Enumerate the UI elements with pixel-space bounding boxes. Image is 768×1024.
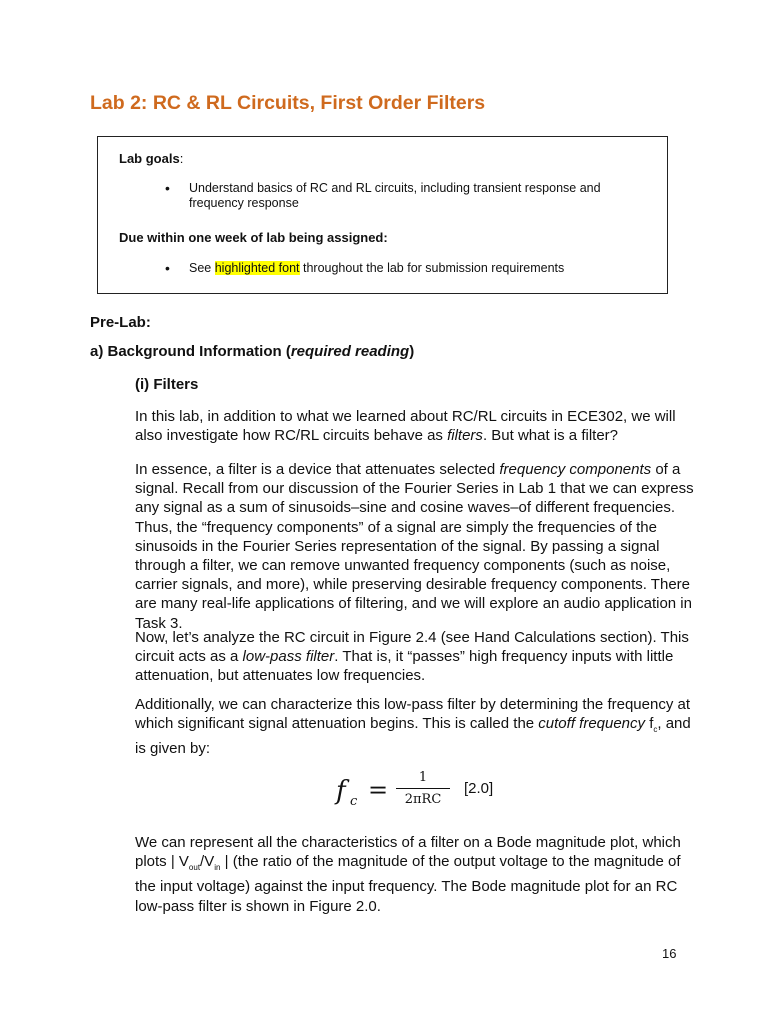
bullet-icon: •	[165, 260, 170, 276]
due-heading: Due within one week of lab being assigned:	[119, 230, 388, 245]
prelab-heading: Pre-Lab:	[90, 314, 151, 331]
paragraph-filters-intro: In this lab, in addition to what we learned about RC/RL circuits in ECE302, we will also investigate how RC/RL circuits behave as filters. But what is a filter?	[135, 408, 676, 445]
cutoff-frequency-equation: f c = 1 2πRC [2.0]	[336, 770, 494, 809]
paragraph-filter-definition: In essence, a filter is a device that attenuates selected frequency components of a signal. Recall from our discussion of the Fourier Series in Lab 1 that we can express any signal as a sum of sinusoids–sine and cosine waves–of different frequencies. Thus, the “frequency components” of a signal are simply the frequencies of the sinusoids in the Fourier Series representation of the signal. By passing a signal through a filter, we can remove unwanted frequency components (such as noise, carrier signals, and more), while preserving desirable frequency components. There are many real-life applications of filtering, and we will explore an audio application in Task 3.	[135, 461, 694, 632]
highlighted-font-sample: highlighted font	[214, 261, 300, 275]
equation-number: [2.0]	[464, 780, 494, 797]
paragraph-bode-plot: We can represent all the characteristics of a filter on a Bode magnitude plot, which plots | $V_{out}/V_{in}$ | (the ratio of the magnitude of the output voltage to the magnitude of the input voltage) against the input frequency. The Bode magnitude plot for an RC low-pass filter is shown in Figure 2.0.	[135, 834, 681, 915]
bullet-icon: •	[165, 180, 170, 196]
lab-goals-heading: Lab goals:	[119, 151, 184, 166]
page-title: Lab 2: RC & RL Circuits, First Order Filters	[90, 92, 486, 114]
page-number: 16	[662, 946, 677, 961]
paragraph-cutoff-frequency: Additionally, we can characterize this low-pass filter by determining the frequency at which significant signal attenuation begins. This is called the cutoff frequency $f_c$, and is given by:	[135, 696, 691, 758]
goals-bullet-text: Understand basics of RC and RL circuits, including transient response and frequency response	[189, 181, 601, 210]
subsection-filters-heading: (i) Filters	[135, 376, 199, 393]
section-a-heading: a) Background Information (required reading)	[90, 343, 415, 360]
due-bullet-text: See highlighted font throughout the lab for submission requirements	[189, 261, 565, 275]
paragraph-low-pass: Now, let’s analyze the RC circuit in Figure 2.4 (see Hand Calculations section). This circuit acts as a low-pass filter. That is, it “passes” high frequency inputs with little attenuation, but attenuates low frequencies.	[135, 629, 689, 685]
